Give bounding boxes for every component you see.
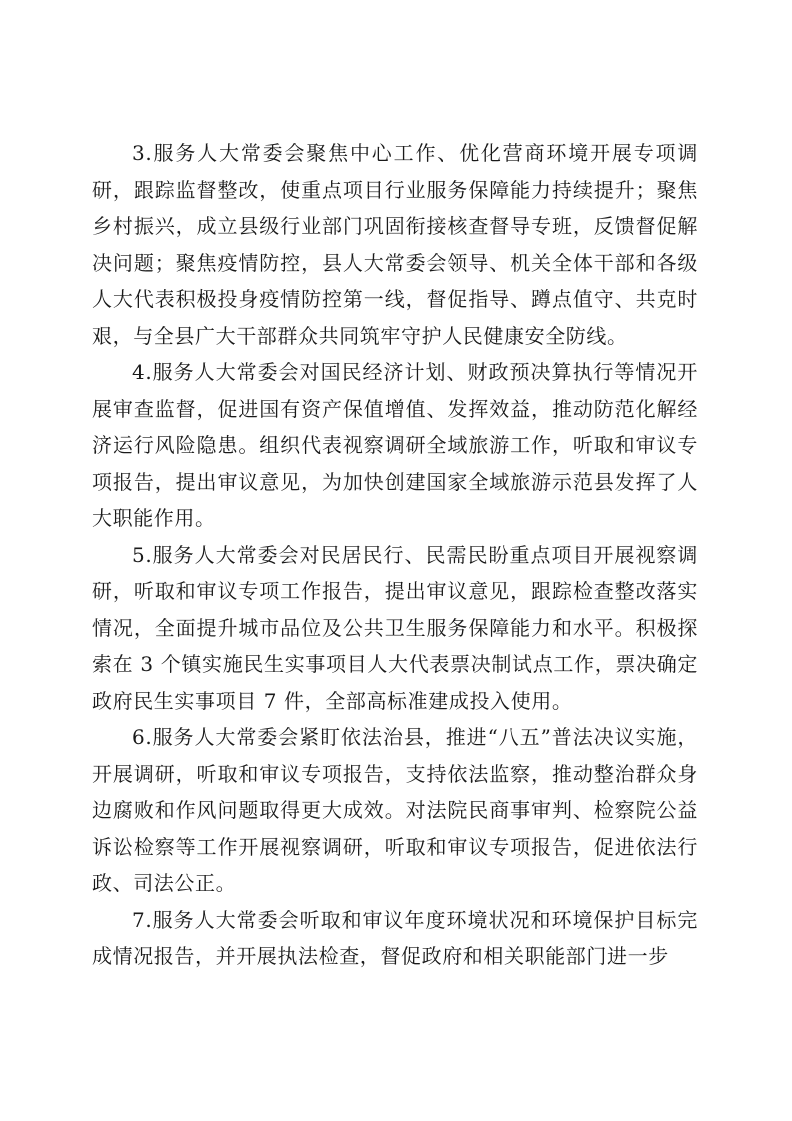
paragraph-item-5: 5.服务人大常委会对民居民行、民需民盼重点项目开展视察调研，听取和审议专项工作报告，提出审议意见，跟踪检查整改落实情况，全面提升城市品位及公共卫生服务保障能力和水平。积极探索在 3 个镇实施民生实事项目人大代表票决制试点工作，票决确定政府民生实事项目 7 件，全部高标准建成投入使用。 (92, 542, 698, 713)
document-body (92, 135, 698, 975)
paragraph-item-4: 4.服务人大常委会对国民经济计划、财政预决算执行等情况开展审查监督，促进国有资产保值增值、发挥效益，推动防范化解经济运行风险隐患。组织代表视察调研全域旅游工作，听取和审议专项报告，提出审议意见，为加快创建国家全域旅游示范县发挥了人大职能作用。 (92, 360, 698, 530)
paragraph-item-6: 6.服务人大常委会紧盯依法治县，推进“八五”普法决议实施，开展调研，听取和审议专项报告，支持依法监察，推动整治群众身边腐败和作风问题取得更大成效。对法院民商事审判、检察院公益诉讼检察等工作开展视察调研，听取和审议专项报告，促进依法行政、司法公正。 (92, 725, 698, 895)
paragraph-item-3: 3.服务人大常委会聚焦中心工作、优化营商环境开展专项调研，跟踪监督整改，使重点项目行业服务保障能力持续提升；聚焦乡村振兴，成立县级行业部门巩固衔接核查督导专班，反馈督促解决问题；聚焦疫情防控，县人大常委会领导、机关全体干部和各级人大代表积极投身疫情防控第一线，督促指导、蹲点值守、共克时艰，与全县广大干部群众共同筑牢守护人民健康安全防线。 (92, 141, 698, 348)
paragraph-item-7: 7.服务人大常委会听取和审议年度环境状况和环境保护目标完成情况报告，并开展执法检查，督促政府和相关职能部门进一步 (92, 907, 698, 968)
